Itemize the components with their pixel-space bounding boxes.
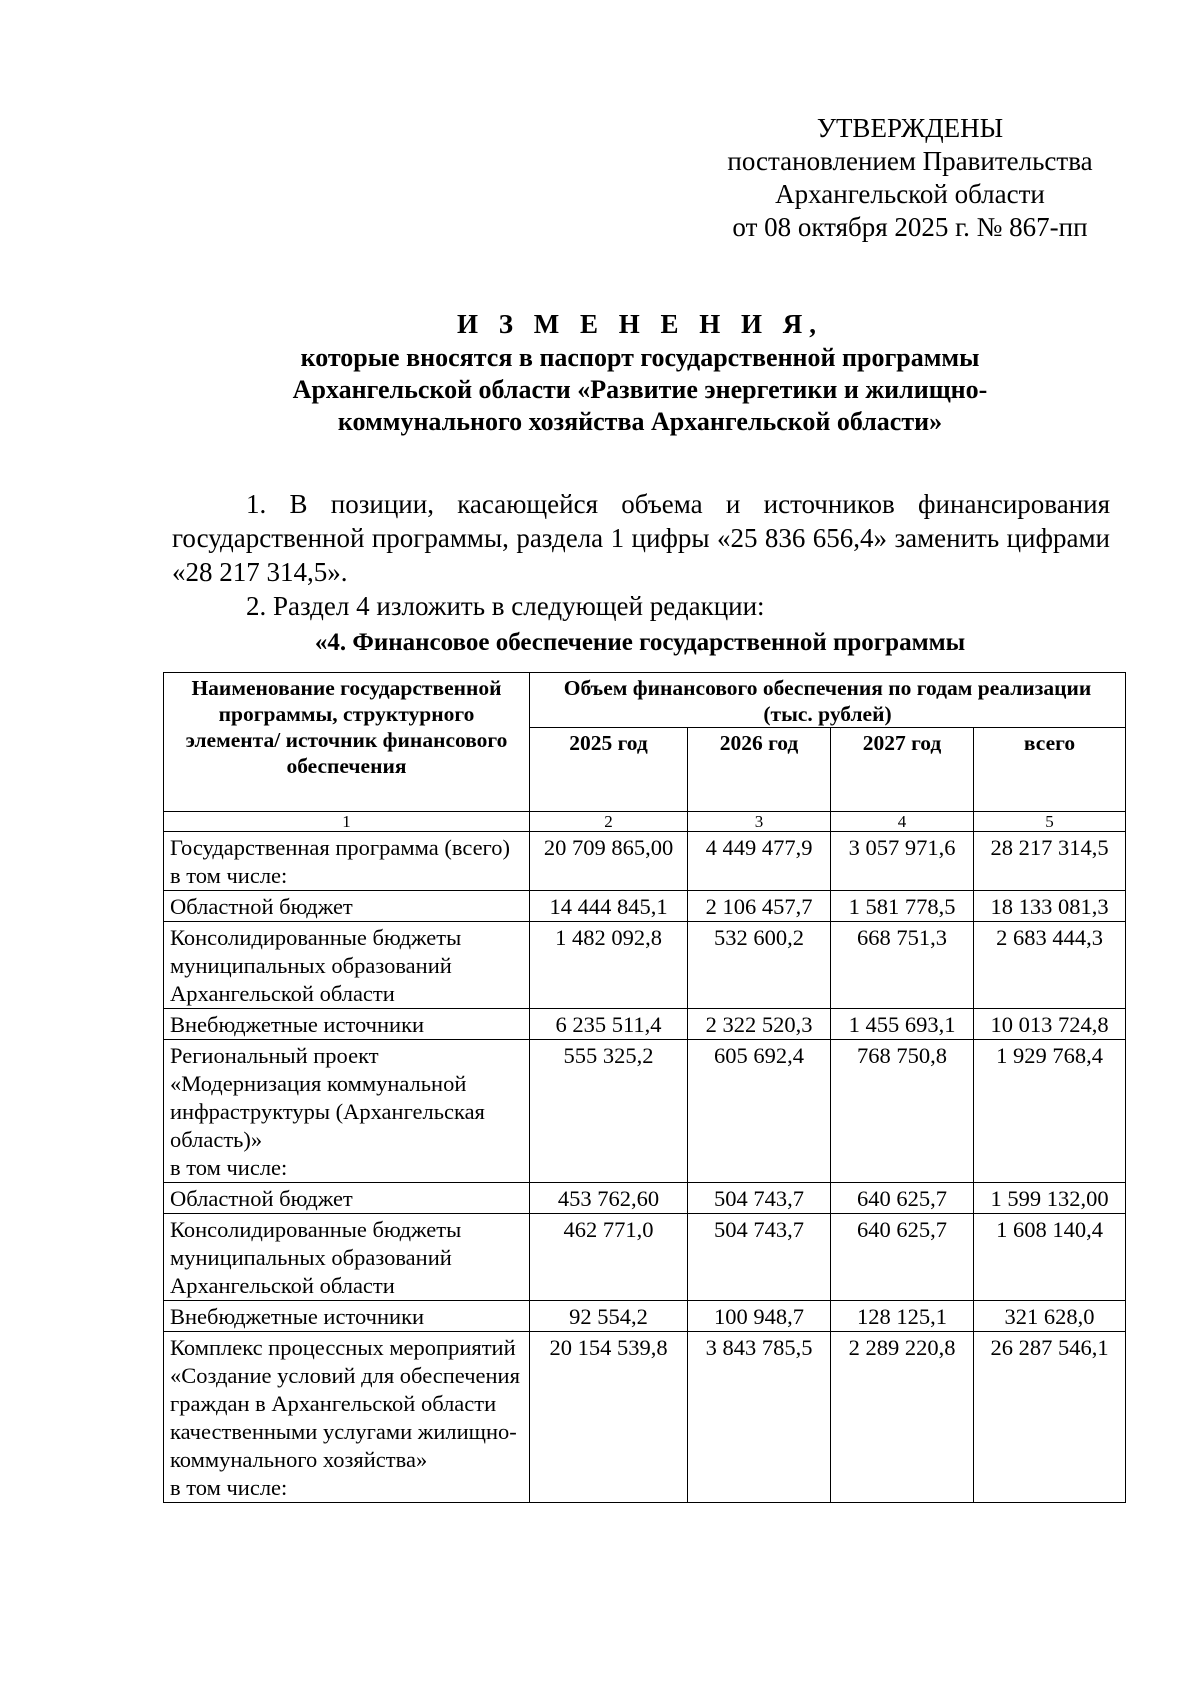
row-value: 20 709 865,00 [530, 832, 688, 891]
row-value: 28 217 314,5 [974, 832, 1126, 891]
row-name: Комплекс процессных мероприятий «Создание условий для обеспечения граждан в Архангельской области качественными услугами жилищно-коммунального хозяйства» в том числе: [164, 1332, 530, 1503]
column-index: 4 [831, 812, 974, 832]
row-value: 504 743,7 [688, 1214, 831, 1301]
paragraph-2: 2. Раздел 4 изложить в следующей редакции: [246, 591, 765, 621]
table-row [164, 1301, 1126, 1332]
row-value: 555 325,2 [530, 1040, 688, 1183]
row-name: Региональный проект «Модернизация коммунальной инфраструктуры (Архангельская область)» в том числе: [164, 1040, 530, 1183]
row-name: Внебюджетные источники [164, 1301, 530, 1332]
row-value: 128 125,1 [831, 1301, 974, 1332]
row-value: 321 628,0 [974, 1301, 1126, 1332]
table-row [164, 1332, 1126, 1503]
row-value: 3 843 785,5 [688, 1332, 831, 1503]
row-value: 1 455 693,1 [831, 1009, 974, 1040]
table-row [164, 1183, 1126, 1214]
column-index: 5 [974, 812, 1126, 832]
row-name: Консолидированные бюджеты муниципальных образований Архангельской области [164, 1214, 530, 1301]
row-name: Внебюджетные источники [164, 1009, 530, 1040]
header-year-2025: 2025 год [530, 728, 688, 812]
heading-title: И З М Е Н Е Н И Я, [456, 309, 823, 339]
row-value: 3 057 971,6 [831, 832, 974, 891]
column-index: 1 [164, 812, 530, 832]
row-value: 640 625,7 [831, 1183, 974, 1214]
row-value: 4 449 477,9 [688, 832, 831, 891]
header-total: всего [974, 728, 1126, 812]
row-value: 1 482 092,8 [530, 922, 688, 1009]
row-name: Государственная программа (всего) в том числе: [164, 832, 530, 891]
document-heading [170, 308, 1110, 438]
header-volume: Объем финансового обеспечения по годам реализации (тыс. рублей) [530, 673, 1126, 728]
row-value: 1 599 132,00 [974, 1183, 1126, 1214]
table-row [164, 1009, 1126, 1040]
row-value: 462 771,0 [530, 1214, 688, 1301]
row-value: 20 154 539,8 [530, 1332, 688, 1503]
column-index-row [164, 812, 1126, 832]
row-value: 532 600,2 [688, 922, 831, 1009]
table-body [164, 832, 1126, 1503]
row-value: 26 287 546,1 [974, 1332, 1126, 1503]
row-name: Областной бюджет [164, 891, 530, 922]
row-value: 92 554,2 [530, 1301, 688, 1332]
row-value: 10 013 724,8 [974, 1009, 1126, 1040]
financing-table [163, 672, 1126, 1503]
approval-line-2: постановлением Правительства [727, 146, 1093, 176]
header-year-2026: 2026 год [688, 728, 831, 812]
header-name: Наименование государственной программы, структурного элемента/ источник финансового обеспечения [164, 673, 530, 812]
row-value: 640 625,7 [831, 1214, 974, 1301]
header-year-2027: 2027 год [831, 728, 974, 812]
column-index: 2 [530, 812, 688, 832]
column-index: 3 [688, 812, 831, 832]
row-value: 2 106 457,7 [688, 891, 831, 922]
row-value: 2 322 520,3 [688, 1009, 831, 1040]
row-value: 605 692,4 [688, 1040, 831, 1183]
approval-line-4: от 08 октября 2025 г. № 867-пп [732, 212, 1088, 242]
row-value: 14 444 845,1 [530, 891, 688, 922]
section-title: «4. Финансовое обеспечение государственной программы [314, 629, 966, 656]
row-value: 504 743,7 [688, 1183, 831, 1214]
row-value: 2 289 220,8 [831, 1332, 974, 1503]
paragraph-1: 1. В позиции, касающейся объема и источников финансирования государственной программы, раздела 1 цифры «25 836 656,4» заменить цифрами «28 217 314,5». [172, 489, 1110, 587]
heading-line-2: Архангельской области «Развитие энергетики и жилищно- [292, 375, 988, 404]
approval-line-1: УТВЕРЖДЕНЫ [816, 113, 1004, 143]
table-row [164, 832, 1126, 891]
row-value: 1 929 768,4 [974, 1040, 1126, 1183]
row-name: Областной бюджет [164, 1183, 530, 1214]
row-value: 1 581 778,5 [831, 891, 974, 922]
row-value: 668 751,3 [831, 922, 974, 1009]
row-value: 18 133 081,3 [974, 891, 1126, 922]
table-row [164, 1040, 1126, 1183]
row-value: 453 762,60 [530, 1183, 688, 1214]
approval-stamp [700, 112, 1120, 244]
row-value: 1 608 140,4 [974, 1214, 1126, 1301]
row-value: 6 235 511,4 [530, 1009, 688, 1040]
heading-line-1: которые вносятся в паспорт государственной программы [300, 343, 980, 372]
heading-line-3: коммунального хозяйства Архангельской области» [337, 407, 943, 436]
row-name: Консолидированные бюджеты муниципальных образований Архангельской области [164, 922, 530, 1009]
approval-line-3: Архангельской области [775, 179, 1045, 209]
row-value: 768 750,8 [831, 1040, 974, 1183]
table-row [164, 1214, 1126, 1301]
table-row [164, 891, 1126, 922]
body-text [172, 487, 1110, 623]
table-row [164, 922, 1126, 1009]
row-value: 100 948,7 [688, 1301, 831, 1332]
row-value: 2 683 444,3 [974, 922, 1126, 1009]
